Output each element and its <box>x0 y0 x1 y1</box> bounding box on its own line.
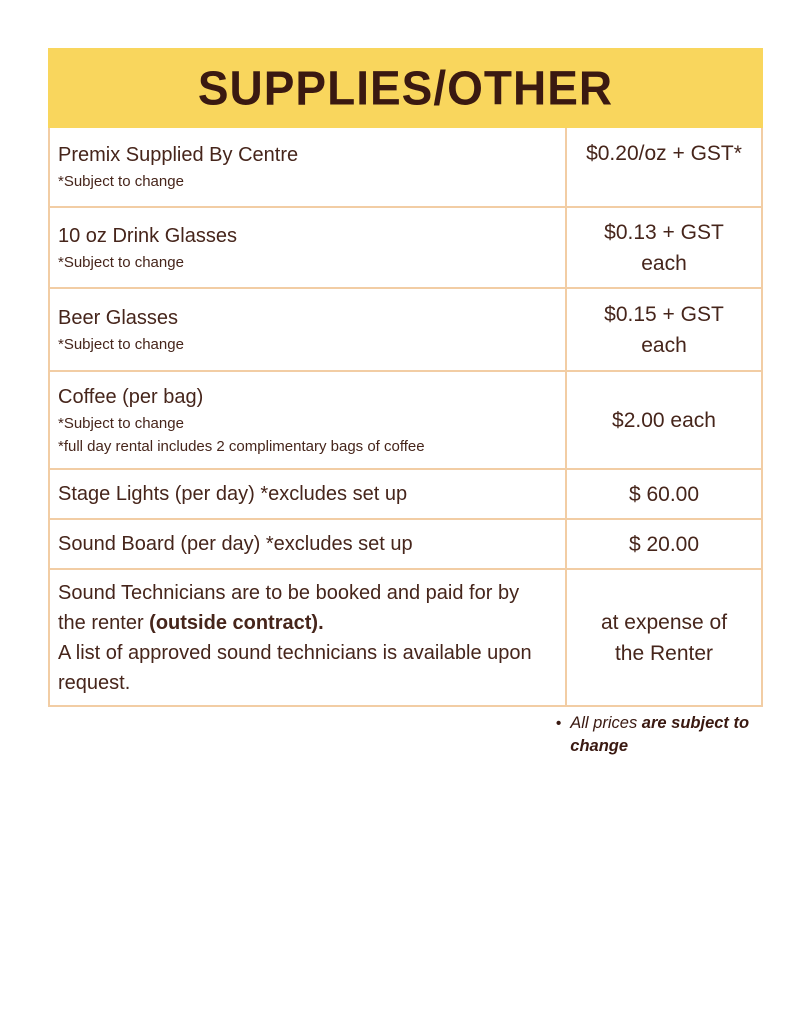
table-row <box>50 568 761 705</box>
price-cell <box>565 208 761 287</box>
table-row <box>50 128 761 206</box>
item-cell <box>50 289 565 370</box>
price-cell <box>565 289 761 370</box>
item-cell <box>50 128 565 206</box>
item-note: *Subject to change <box>58 253 184 271</box>
item-cell <box>50 372 565 468</box>
price-value: $0.13 + GST <box>604 220 724 244</box>
page-title: SUPPLIES/OTHER <box>197 60 614 116</box>
price-cell <box>565 372 761 468</box>
table-row <box>50 468 761 518</box>
price-cell <box>565 520 761 568</box>
item-label: Coffee (per bag) <box>58 385 204 408</box>
footnote-text <box>570 712 768 758</box>
table-row <box>50 518 761 568</box>
title-banner <box>48 48 763 128</box>
item-cell <box>50 470 565 518</box>
footnote-text-normal: All prices <box>570 714 642 732</box>
item-text-bold: (outside contract). <box>149 611 324 634</box>
item-paragraph <box>58 578 551 638</box>
price-value: $0.15 + GST <box>604 302 724 326</box>
bullet-icon: • <box>556 715 562 732</box>
price-value: $ 60.00 <box>628 482 700 506</box>
item-cell <box>50 570 565 705</box>
item-text: Sound Technicians are to be booked and paid for by the renter <box>58 581 520 634</box>
price-value: $2.00 each <box>612 408 716 432</box>
item-label: 10 oz Drink Glasses <box>58 224 237 247</box>
item-cell <box>50 520 565 568</box>
price-cell <box>565 570 761 705</box>
item-note: *Subject to change <box>58 414 184 432</box>
item-label: Stage Lights (per day) *excludes set up <box>58 482 408 505</box>
price-value: at expense of <box>600 610 728 634</box>
price-cell <box>565 128 761 206</box>
price-table <box>48 128 763 707</box>
footnote <box>556 712 768 758</box>
item-label: Beer Glasses <box>58 306 179 329</box>
item-note: *Subject to change <box>58 173 184 190</box>
price-cell <box>565 470 761 518</box>
table-row <box>50 206 761 287</box>
price-value: the Renter <box>614 641 714 665</box>
price-value: $0.20/oz + GST* <box>586 142 742 165</box>
item-note: *Subject to change <box>58 335 184 353</box>
footnote-text-bold: are subject to change <box>570 714 750 755</box>
item-cell <box>50 208 565 287</box>
item-label: Premix Supplied By Centre <box>58 144 299 166</box>
price-sheet <box>48 48 763 707</box>
price-unit: each <box>641 251 687 275</box>
table-row <box>50 287 761 370</box>
item-label: Sound Board (per day) *excludes set up <box>58 532 413 555</box>
price-value: $ 20.00 <box>628 532 700 556</box>
table-row <box>50 370 761 468</box>
item-note: *full day rental includes 2 complimentary bags of coffee <box>58 437 425 455</box>
item-paragraph: A list of approved sound technicians is available upon request. <box>58 641 532 694</box>
price-unit: each <box>641 333 687 357</box>
